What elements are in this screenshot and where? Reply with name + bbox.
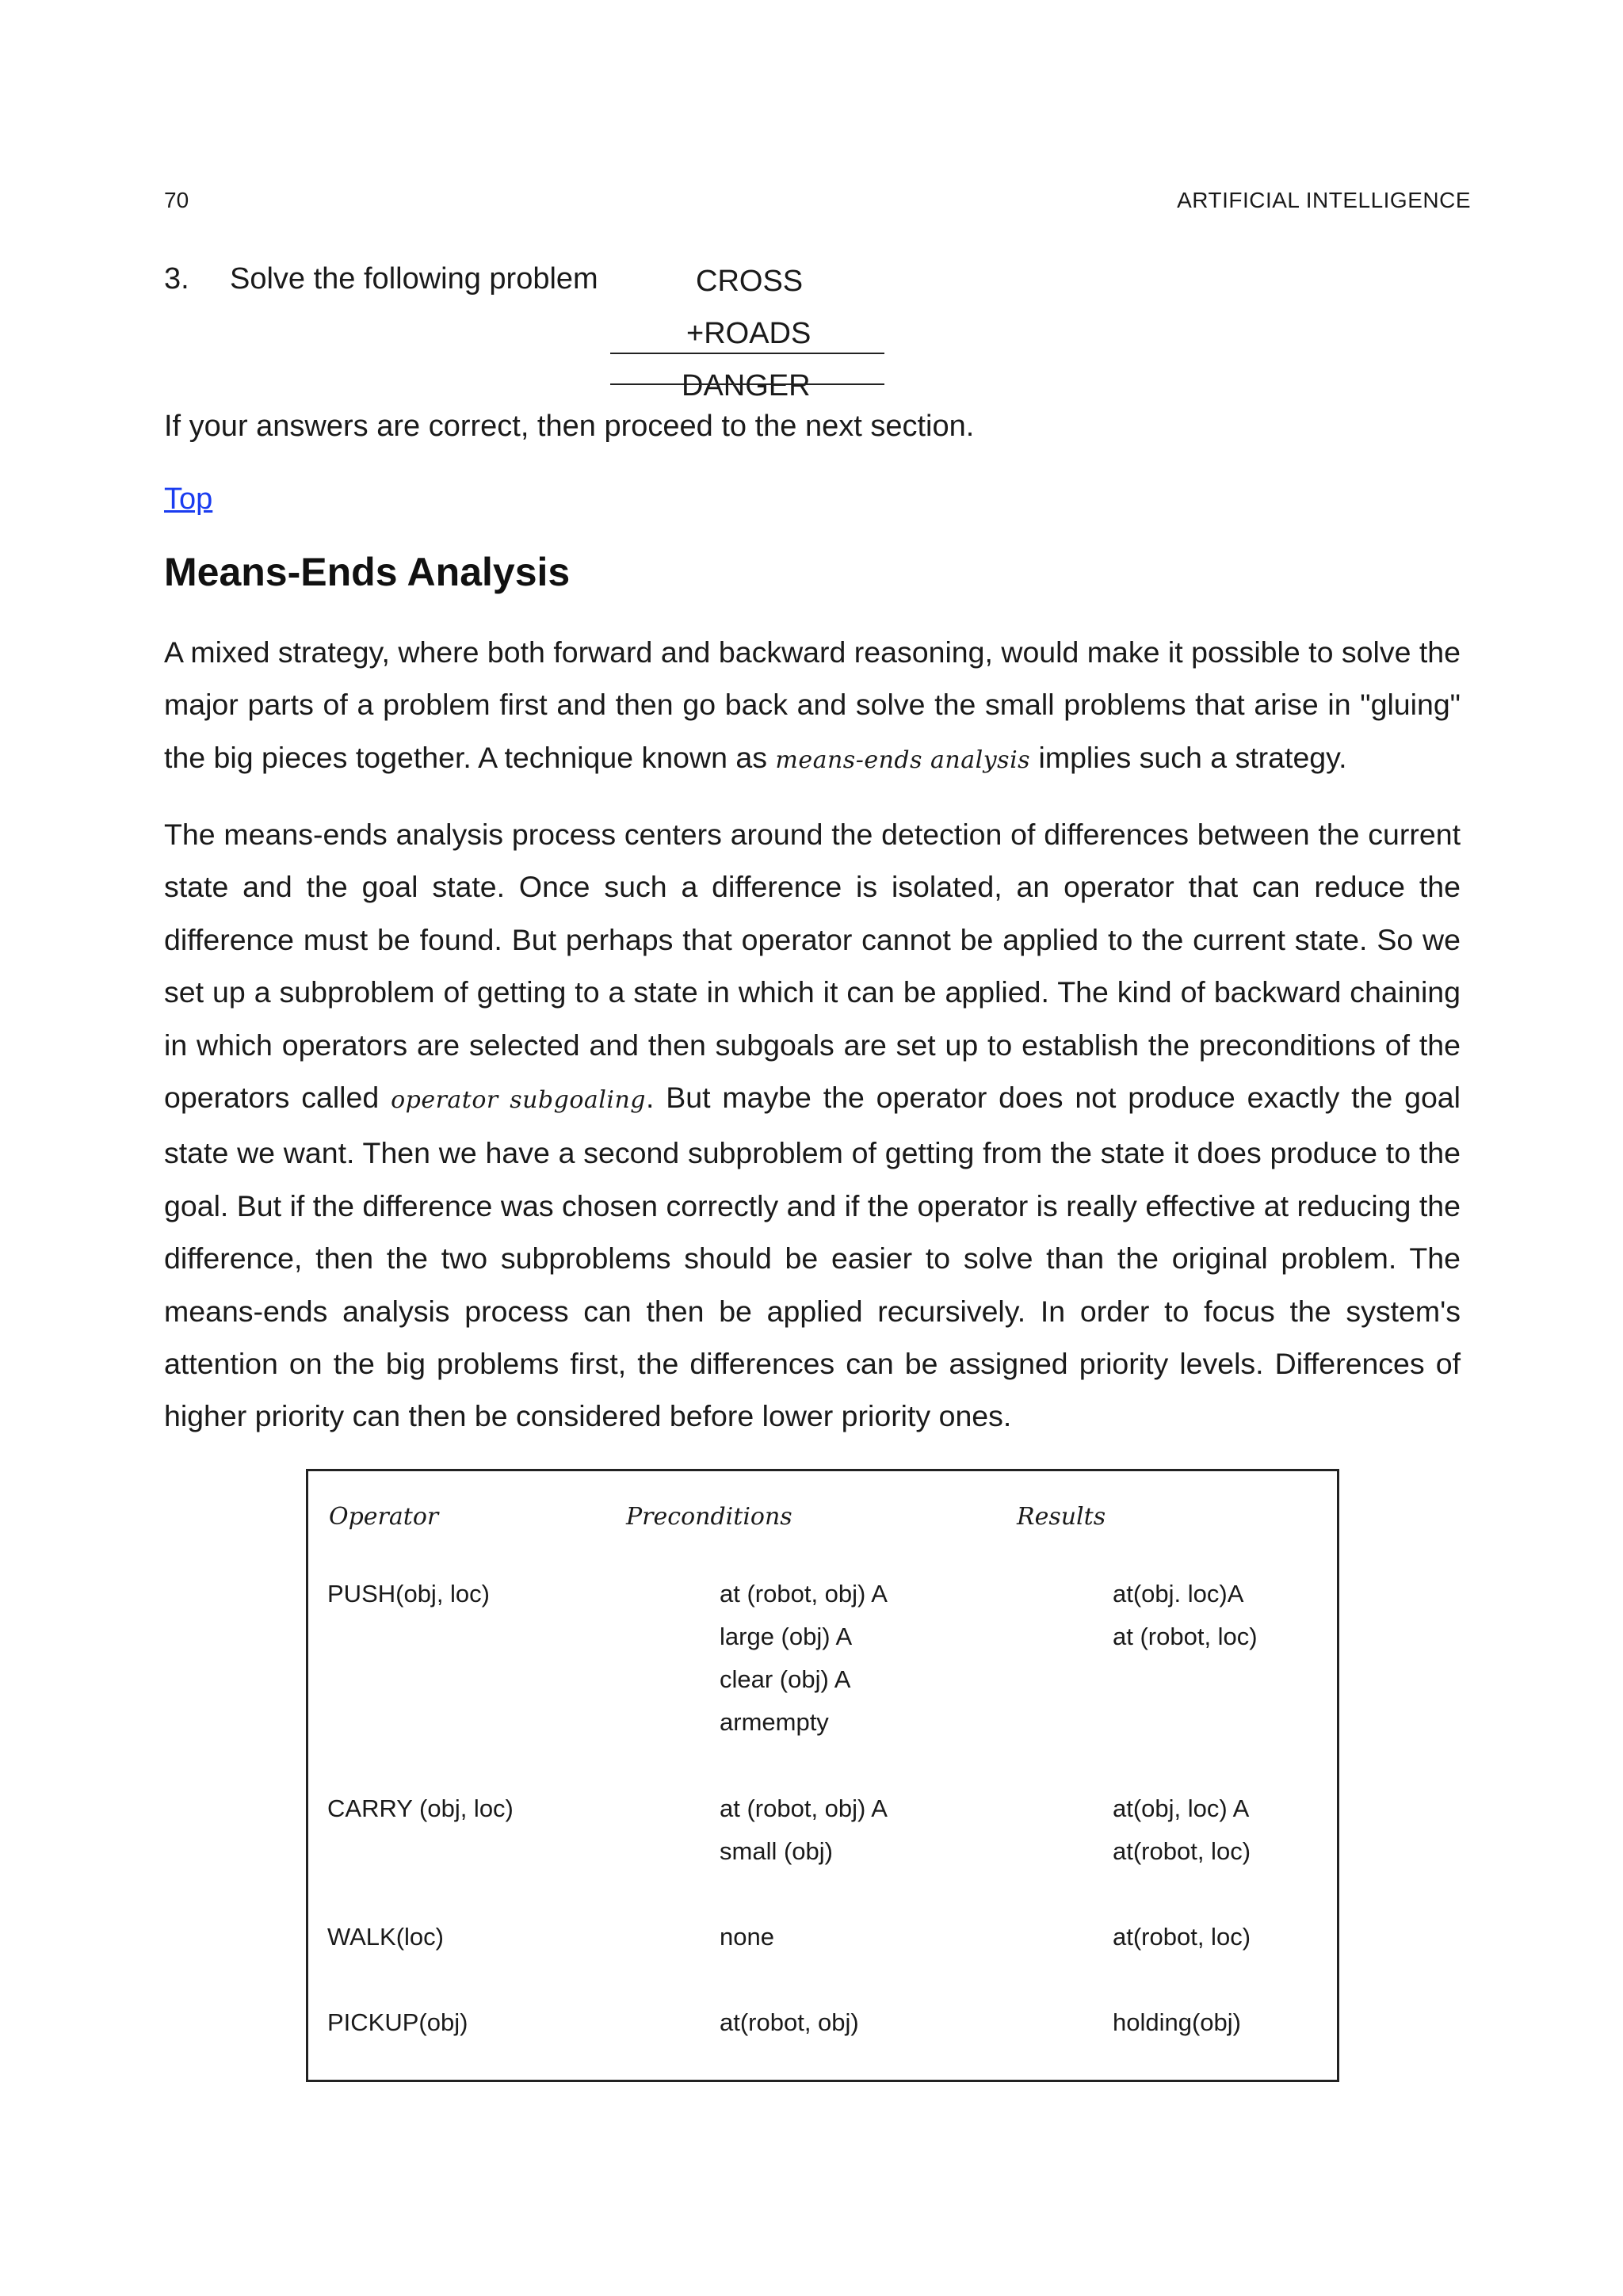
table-header-results: Results	[1017, 1503, 1106, 1531]
res-line: at(robot, loc)	[1113, 1923, 1251, 1951]
sum-rule-bottom	[610, 383, 884, 385]
cell-pre-carry	[720, 1787, 888, 1873]
paragraph-mixed-strategy	[164, 626, 1461, 787]
pre-line: at(robot, obj)	[720, 2008, 859, 2036]
res-line: at(robot, loc)	[1113, 1837, 1251, 1865]
table-header-preconditions: Preconditions	[626, 1503, 792, 1531]
para1-text-after: implies such a strategy.	[1030, 740, 1347, 774]
cell-operator-walk: WALK(loc)	[327, 1923, 444, 1951]
cell-res-push	[1113, 1573, 1258, 1658]
paragraph-process	[164, 808, 1461, 1443]
pre-line: at (robot, obj) A	[720, 1580, 888, 1608]
pre-line: none	[720, 1923, 774, 1951]
question-number: 3.	[164, 262, 189, 296]
section-heading: Means-Ends Analysis	[164, 550, 571, 594]
cell-operator-push: PUSH(obj, loc)	[327, 1580, 490, 1608]
pre-line: clear (obj) A	[720, 1665, 851, 1693]
cell-pre-walk	[720, 1916, 774, 1958]
res-line: holding(obj)	[1113, 2008, 1241, 2036]
cell-operator-pickup: PICKUP(obj)	[327, 2008, 468, 2036]
res-line: at(obj, loc) A	[1113, 1794, 1250, 1822]
cell-res-carry	[1113, 1787, 1251, 1873]
page-number: 70	[164, 188, 189, 212]
cell-operator-carry: CARRY (obj, loc)	[327, 1794, 514, 1822]
operator-table	[306, 1469, 1339, 2082]
term-operator-subgoaling: operator subgoaling	[391, 1086, 646, 1115]
para1-text-before: A mixed strategy, where both forward and backward reasoning, would make it possible to solve the major parts of a problem first and then go back and solve the small problems that arise in "gluing" the big pieces together. A technique known as	[164, 635, 1461, 774]
cell-pre-pickup	[720, 2001, 859, 2044]
pre-line: armempty	[720, 1708, 829, 1736]
res-line: at(obj. loc)A	[1113, 1580, 1244, 1608]
sum-result-clipped	[682, 369, 824, 402]
addend-2: +ROADS	[686, 317, 812, 350]
question-text: Solve the following problem	[230, 262, 598, 296]
sum-rule-top	[610, 353, 884, 354]
para2-text-after: . But maybe the operator does not produce exactly the goal state we want. Then we have a second subproblem of getting from the state it does produce to the goal. But if the difference was chosen correctly and if the operator is really effective at reducing the difference, then the two subproblems should be easier to solve than the original problem. The means-ends analysis process can then be applied recursively. In order to focus the system's attention on the big problems first, the differences can be assigned priority levels. Differences of higher priority can then be considered before lower priority ones.	[164, 1081, 1461, 1433]
term-means-ends-analysis: means-ends analysis	[775, 746, 1031, 774]
table-header-operator: Operator	[329, 1503, 439, 1531]
proceed-text: If your answers are correct, then proceed to the next section.	[164, 410, 975, 443]
para2-text-before: The means-ends analysis process centers around the detection of differences between the current state and the goal state. Once such a difference is isolated, an operator that can reduce the difference must be found. But perhaps that operator cannot be applied to the current state. So we set up a subproblem of getting to a state in which it can be applied. The kind of backward chaining in which operators are selected and then subgoals are set up to establish the preconditions of the operators called	[164, 818, 1461, 1115]
pre-line: at (robot, obj) A	[720, 1794, 888, 1822]
cell-res-walk	[1113, 1916, 1251, 1958]
cell-res-pickup	[1113, 2001, 1241, 2044]
pre-line: small (obj)	[720, 1837, 833, 1865]
addend-1: CROSS	[696, 265, 804, 298]
top-link[interactable]: Top	[164, 482, 213, 516]
res-line: at (robot, loc)	[1113, 1623, 1258, 1650]
running-header: ARTIFICIAL INTELLIGENCE	[1177, 188, 1471, 212]
pre-line: large (obj) A	[720, 1623, 853, 1650]
cell-pre-push	[720, 1573, 888, 1744]
sum-result: DANGER	[682, 369, 811, 402]
